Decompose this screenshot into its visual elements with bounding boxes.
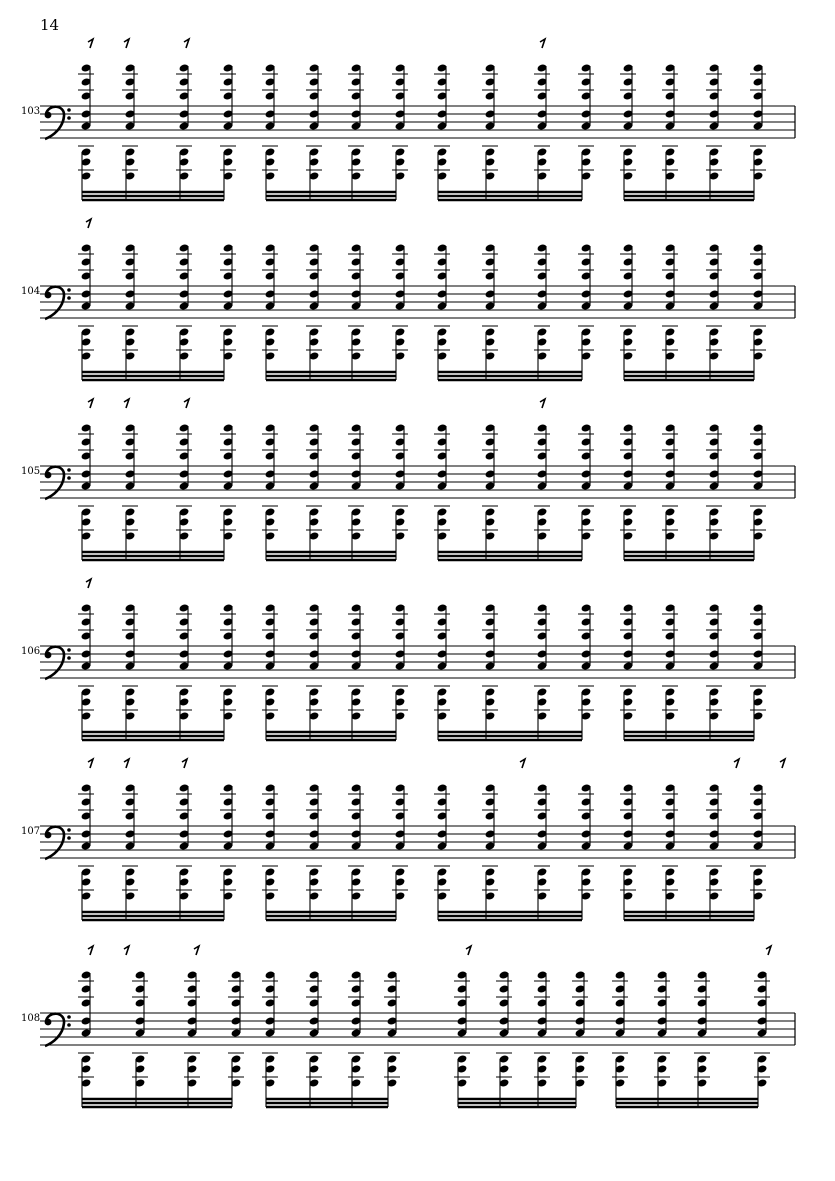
rest-icon <box>184 399 189 408</box>
bass-clef-icon <box>45 107 71 139</box>
measure-number: 103 <box>21 106 41 117</box>
page-number: 14 <box>40 16 60 34</box>
rest-icon <box>540 399 545 408</box>
rest-icon <box>540 39 545 48</box>
rest-icon <box>88 759 93 768</box>
bass-clef-icon <box>45 1014 71 1046</box>
rest-icon <box>124 759 129 768</box>
measure-number: 107 <box>21 826 41 837</box>
measure-number: 106 <box>21 646 41 657</box>
rest-icon <box>88 946 93 955</box>
bass-clef-icon <box>45 827 71 859</box>
rest-icon <box>734 759 739 768</box>
bass-clef-icon <box>45 467 71 499</box>
rest-icon <box>86 579 91 588</box>
rest-icon <box>182 759 187 768</box>
rest-icon <box>88 399 93 408</box>
rest-icon <box>184 39 189 48</box>
rest-icon <box>780 759 785 768</box>
rest-icon <box>520 759 525 768</box>
rest-icon <box>466 946 471 955</box>
bass-clef-icon <box>45 647 71 679</box>
rest-icon <box>88 39 93 48</box>
rest-icon <box>194 946 199 955</box>
measure-number: 105 <box>21 466 41 477</box>
rest-icon <box>124 399 129 408</box>
bass-clef-icon <box>45 287 71 319</box>
measure-number: 108 <box>21 1013 41 1024</box>
rest-icon <box>86 219 91 228</box>
rest-icon <box>124 39 129 48</box>
rest-icon <box>766 946 771 955</box>
measure-number: 104 <box>21 286 41 297</box>
rest-icon <box>124 946 129 955</box>
